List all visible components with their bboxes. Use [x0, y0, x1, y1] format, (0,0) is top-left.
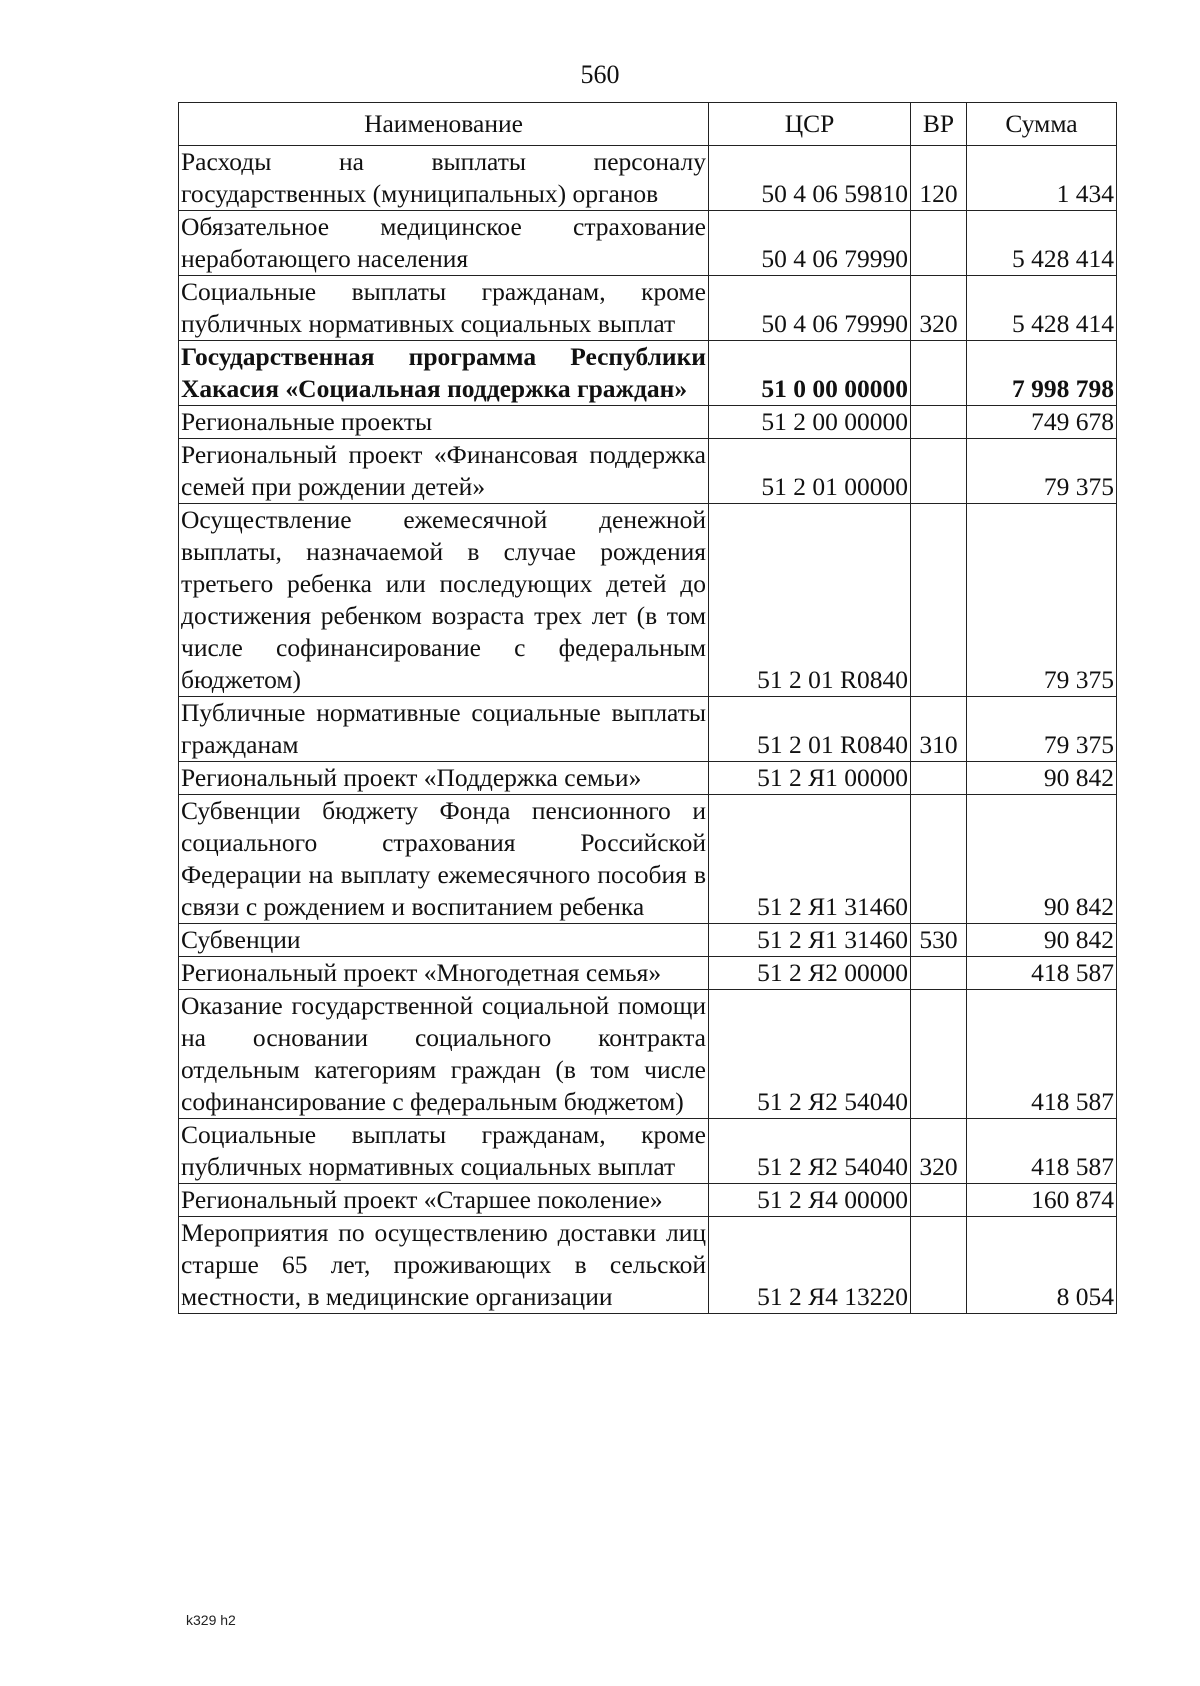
- cell-sum: 418 587: [967, 990, 1117, 1119]
- cell-sum: 749 678: [967, 406, 1117, 439]
- cell-name: Региональный проект «Поддержка семьи»: [179, 762, 709, 795]
- cell-name: Региональные проекты: [179, 406, 709, 439]
- cell-sum: 5 428 414: [967, 276, 1117, 341]
- cell-vr: [911, 957, 967, 990]
- cell-name: Расходы на выплаты персоналу государственных (муниципальных) органов: [179, 146, 709, 211]
- cell-name: Государственная программа Республики Хакасия «Социальная поддержка граждан»: [179, 341, 709, 406]
- table-row: [179, 341, 1117, 406]
- cell-csr: 51 2 Я1 00000: [709, 762, 911, 795]
- cell-name: Региональный проект «Многодетная семья»: [179, 957, 709, 990]
- table-row: [179, 276, 1117, 341]
- cell-csr: 51 2 00 00000: [709, 406, 911, 439]
- table-row: [179, 957, 1117, 990]
- cell-sum: 79 375: [967, 697, 1117, 762]
- cell-vr: [911, 504, 967, 697]
- cell-csr: 51 2 Я4 00000: [709, 1184, 911, 1217]
- header-vr: ВР: [911, 103, 967, 146]
- cell-sum: 418 587: [967, 957, 1117, 990]
- cell-sum: 79 375: [967, 439, 1117, 504]
- cell-name: Региональный проект «Старшее поколение»: [179, 1184, 709, 1217]
- cell-name: Региональный проект «Финансовая поддержка семей при рождении детей»: [179, 439, 709, 504]
- cell-vr: 530: [911, 924, 967, 957]
- cell-name: Социальные выплаты гражданам, кроме публичных нормативных социальных выплат: [179, 1119, 709, 1184]
- cell-csr: 51 2 Я2 54040: [709, 1119, 911, 1184]
- table-row: [179, 697, 1117, 762]
- table-row: [179, 1184, 1117, 1217]
- cell-vr: 320: [911, 1119, 967, 1184]
- cell-sum: 418 587: [967, 1119, 1117, 1184]
- cell-vr: 320: [911, 276, 967, 341]
- cell-sum: 160 874: [967, 1184, 1117, 1217]
- table-body: [179, 146, 1117, 1314]
- table-row: [179, 1119, 1117, 1184]
- cell-sum: 8 054: [967, 1217, 1117, 1314]
- cell-csr: 51 2 Я2 00000: [709, 957, 911, 990]
- table-row: [179, 406, 1117, 439]
- table-row: [179, 439, 1117, 504]
- cell-vr: [911, 406, 967, 439]
- cell-csr: 51 2 01 R0840: [709, 504, 911, 697]
- cell-vr: [911, 341, 967, 406]
- cell-vr: [911, 439, 967, 504]
- cell-name: Оказание государственной социальной помощи на основании социального контракта отдельным категориям граждан (в том числе софинансирование с федеральным бюджетом): [179, 990, 709, 1119]
- cell-csr: 51 0 00 00000: [709, 341, 911, 406]
- table-row: [179, 795, 1117, 924]
- cell-sum: 90 842: [967, 762, 1117, 795]
- cell-name: Социальные выплаты гражданам, кроме публичных нормативных социальных выплат: [179, 276, 709, 341]
- cell-csr: 51 2 Я4 13220: [709, 1217, 911, 1314]
- cell-sum: 90 842: [967, 795, 1117, 924]
- cell-vr: [911, 211, 967, 276]
- table-row: [179, 990, 1117, 1119]
- cell-csr: 51 2 Я1 31460: [709, 924, 911, 957]
- cell-vr: [911, 1217, 967, 1314]
- cell-vr: [911, 795, 967, 924]
- table-row: [179, 762, 1117, 795]
- cell-vr: [911, 1184, 967, 1217]
- cell-name: Осуществление ежемесячной денежной выплаты, назначаемой в случае рождения третьего ребенка или последующих детей до достижения ребенком возраста трех лет (в том числе софинансирование с федеральным бюджетом): [179, 504, 709, 697]
- table-row: [179, 1217, 1117, 1314]
- header-name: Наименование: [179, 103, 709, 146]
- header-sum: Сумма: [967, 103, 1117, 146]
- cell-vr: [911, 762, 967, 795]
- table-row: [179, 146, 1117, 211]
- cell-sum: 5 428 414: [967, 211, 1117, 276]
- table-row: [179, 504, 1117, 697]
- cell-vr: 310: [911, 697, 967, 762]
- budget-table: [178, 102, 1117, 1314]
- cell-name: Субвенции бюджету Фонда пенсионного и социального страхования Российской Федерации на выплату ежемесячного пособия в связи с рождением и воспитанием ребенка: [179, 795, 709, 924]
- cell-sum: 90 842: [967, 924, 1117, 957]
- cell-sum: 1 434: [967, 146, 1117, 211]
- table-header-row: [179, 103, 1117, 146]
- cell-vr: 120: [911, 146, 967, 211]
- cell-csr: 50 4 06 79990: [709, 276, 911, 341]
- cell-name: Субвенции: [179, 924, 709, 957]
- cell-csr: 51 2 Я1 31460: [709, 795, 911, 924]
- cell-vr: [911, 990, 967, 1119]
- cell-name: Мероприятия по осуществлению доставки лиц старше 65 лет, проживающих в сельской местности, в медицинские организации: [179, 1217, 709, 1314]
- page-number: 560: [580, 60, 620, 89]
- cell-name: Публичные нормативные социальные выплаты гражданам: [179, 697, 709, 762]
- cell-sum: 79 375: [967, 504, 1117, 697]
- table-row: [179, 211, 1117, 276]
- cell-sum: 7 998 798: [967, 341, 1117, 406]
- cell-name: Обязательное медицинское страхование неработающего населения: [179, 211, 709, 276]
- cell-csr: 51 2 01 R0840: [709, 697, 911, 762]
- cell-csr: 51 2 Я2 54040: [709, 990, 911, 1119]
- cell-csr: 51 2 01 00000: [709, 439, 911, 504]
- table-row: [179, 924, 1117, 957]
- cell-csr: 50 4 06 59810: [709, 146, 911, 211]
- cell-csr: 50 4 06 79990: [709, 211, 911, 276]
- header-csr: ЦСР: [709, 103, 911, 146]
- footer-code: k329 h2: [186, 1612, 236, 1628]
